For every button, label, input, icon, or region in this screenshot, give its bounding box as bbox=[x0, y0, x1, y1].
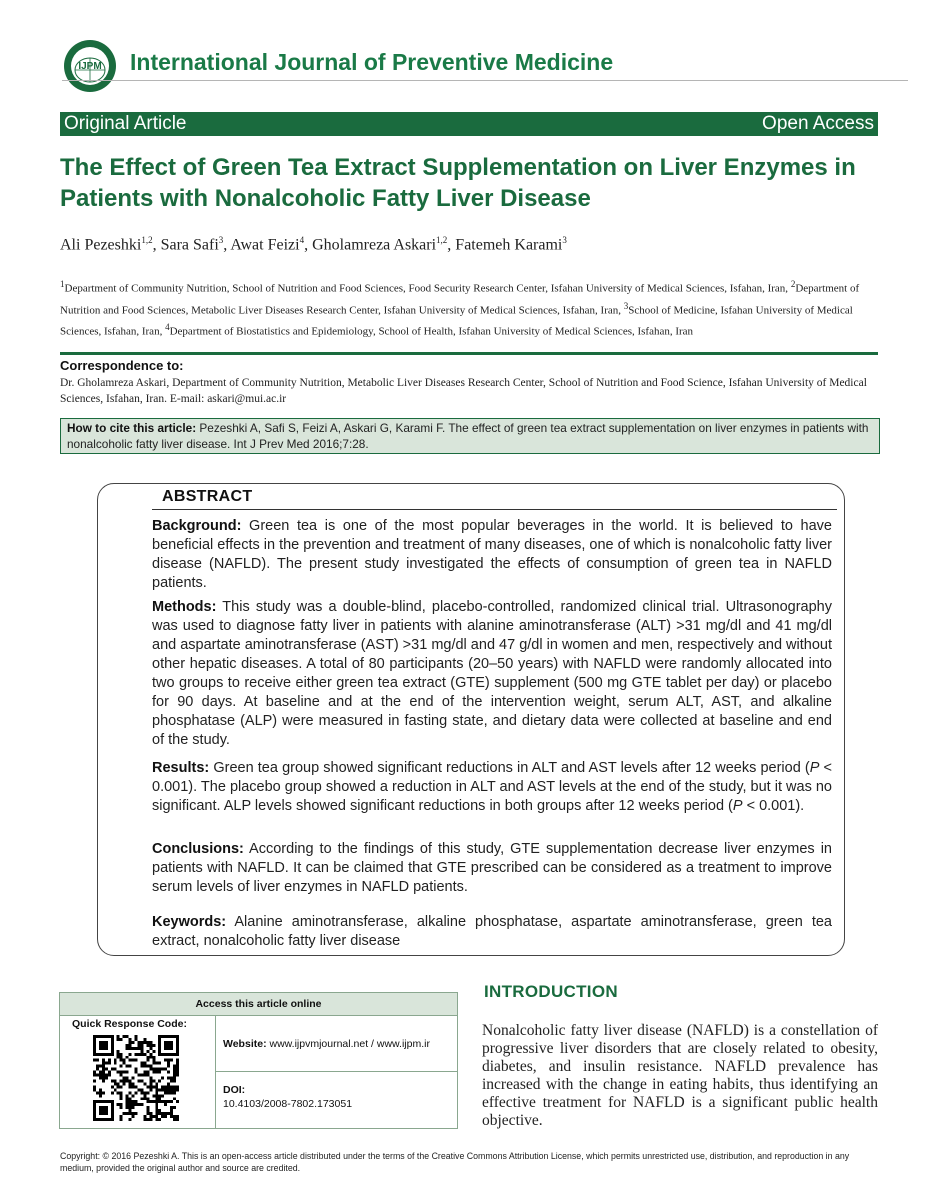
results-text: < 0.001). The placebo group showed a reduction in ALT and AST levels at the end of the study, but it was no significant. ALP levels showed significant reductions in both groups after 12 weeks period ( bbox=[152, 760, 832, 814]
journal-logo bbox=[62, 38, 118, 94]
results-text: < 0.001). bbox=[742, 798, 805, 814]
p-value-symbol: P bbox=[732, 798, 743, 814]
affiliations bbox=[60, 276, 875, 341]
author-name: Awat Feizi bbox=[230, 236, 300, 254]
qr-code-icon[interactable] bbox=[93, 1035, 179, 1121]
conclusions-label: Conclusions: bbox=[152, 841, 244, 857]
abstract-keywords bbox=[152, 913, 832, 951]
conclusions-text: According to the findings of this study, GTE supplementation decrease liver enzymes in patients with NAFLD. It can be claimed that GTE prescribed can be considered as a treatment to improve serum levels of liver enzymes in NAFLD patients. bbox=[152, 841, 832, 895]
keywords-label: Keywords: bbox=[152, 914, 227, 930]
author-affiliation-marker: 1,2 bbox=[436, 235, 448, 245]
author-name: Ali Pezeshki bbox=[60, 236, 142, 254]
affiliation-number: 4 bbox=[165, 322, 170, 333]
author-affiliation-marker: 3 bbox=[218, 235, 224, 245]
author-affiliation-marker: 3 bbox=[562, 235, 567, 245]
access-divider bbox=[215, 1071, 457, 1072]
citation-label: How to cite this article: bbox=[67, 421, 197, 435]
abstract-methods bbox=[152, 598, 832, 750]
access-article-box bbox=[59, 992, 458, 1129]
author-affiliation-marker: 4 bbox=[299, 235, 305, 245]
copyright-notice: Copyright: © 2016 Pezeshki A. This is an open-access article distributed under the terms of the Creative Commons Attribution License, which permits unrestricted use, distribution, and reproduction in any medium, provided the original author and source are credited. bbox=[60, 1151, 850, 1173]
introduction-text: Nonalcoholic fatty liver disease (NAFLD) is a constellation of progressive liver disorders that are closely related to obesity, diabetes, and insulin resistance. NAFLD prevalence has increased with the change in eating habits, thus identifying an effective treatment for NAFLD is a significant public health objective. bbox=[482, 1022, 878, 1129]
qr-code-label: Quick Response Code: bbox=[72, 1018, 187, 1030]
methods-label: Methods: bbox=[152, 599, 217, 615]
website-link[interactable]: www.ijpvmjournal.net / www.ijpm.ir bbox=[266, 1038, 430, 1050]
background-text: Green tea is one of the most popular beverages in the world. It is believed to have beneficial effects in the prevention and treatment of many diseases, one of which is nonalcoholic fatty liver disease (NAFLD). The present study investigated the effects of consumption of green tea in NAFLD patients. bbox=[152, 518, 833, 591]
doi-label: DOI: bbox=[223, 1084, 246, 1096]
header-divider bbox=[62, 80, 908, 81]
correspondence-text: Dr. Gholamreza Askari, Department of Community Nutrition, Metabolic Liver Diseases Research Center, School of Nutrition and Food Science, Isfahan University of Medical Sciences, Isfahan, Iran. E-mail: askari@mui.ac.ir bbox=[60, 377, 867, 405]
affiliation-text: School of Medicine, Isfahan University of Medical Sciences, Isfahan, Iran, bbox=[60, 304, 853, 338]
journal-name: International Journal of Preventive Medicine bbox=[130, 49, 614, 75]
website-line bbox=[223, 1038, 430, 1050]
methods-text: This study was a double-blind, placebo-controlled, randomized clinical trial. Ultrasonography was used to diagnose fatty liver in patients with alanine aminotransferase (ALT) >31 mg/dl and 41 mg/dl and aspartate aminotransferase (AST) >31 mg/dl and 47 g/dl in women and men, respectively and without other hepatic diseases. A total of 80 participants (20–50 years) with NAFLD were randomly allocated into two groups to receive either green tea extract (GTE) supplement (500 mg GTE tablet per day) or placebo for 90 days. At baseline and at the end of the intervention weight, serum ALT, AST, and alkaline phosphatase (ALP) were measured in fasting state, and dietary data were collected at baseline and end of the study. bbox=[152, 599, 832, 748]
abstract-heading: ABSTRACT bbox=[162, 488, 253, 505]
affiliation-text: Department of Biostatistics and Epidemiology, School of Health, Isfahan University of Medical Sciences, Isfahan, Iran bbox=[169, 325, 694, 338]
abstract-conclusions bbox=[152, 840, 832, 897]
doi-link[interactable]: 10.4103/2008-7802.173051 bbox=[223, 1098, 353, 1110]
affiliation-text: Department of Community Nutrition, School of Nutrition and Food Sciences, Food Security Research Center, Isfahan University of Medical Sciences, Isfahan, Iran, bbox=[64, 282, 791, 295]
article-title: The Effect of Green Tea Extract Supplementation on Liver Enzymes in Patients with Nonalcoholic Fatty Liver Disease bbox=[60, 154, 856, 212]
author-name: Gholamreza Askari bbox=[312, 236, 437, 254]
introduction-heading: INTRODUCTION bbox=[484, 982, 618, 1001]
access-heading: Access this article online bbox=[60, 993, 457, 1016]
background-label: Background: bbox=[152, 518, 242, 534]
article-type-label: Original Article bbox=[64, 113, 187, 134]
p-value-symbol: P bbox=[809, 760, 820, 776]
website-label: Website: bbox=[223, 1038, 267, 1050]
abstract-divider bbox=[152, 509, 837, 510]
keywords-text: Alanine aminotransferase, alkaline phosphatase, aspartate aminotransferase, green tea extract, nonalcoholic fatty liver disease bbox=[152, 914, 832, 949]
svg-text:IJPM: IJPM bbox=[78, 61, 102, 72]
author-name: Fatemeh Karami bbox=[455, 236, 563, 254]
abstract-background bbox=[152, 517, 832, 593]
article-type-bar bbox=[60, 112, 878, 136]
author-affiliation-marker: 1,2 bbox=[141, 235, 153, 245]
abstract-results bbox=[152, 759, 832, 816]
results-text: Green tea group showed significant reductions in ALT and AST levels after 12 weeks period ( bbox=[209, 760, 810, 776]
author-list: Ali Pezeshki$^{1,2}$, Sara Safi$^3$, Awat Feizi$^4$, Gholamreza Askari$^{1,2}$, Fatemeh Karami$^3$ bbox=[60, 235, 567, 254]
author-name: Sara Safi bbox=[160, 236, 219, 254]
affiliation-divider bbox=[60, 352, 878, 355]
affiliation-number: 1 bbox=[60, 279, 65, 289]
results-label: Results: bbox=[152, 760, 210, 776]
affiliation-text: Department of Nutrition and Food Sciences, Metabolic Liver Diseases Research Center, Isfahan University of Medical Sciences, Isfahan, Iran, bbox=[60, 282, 860, 317]
affiliation-number: 3 bbox=[623, 300, 629, 311]
correspondence-heading: Correspondence to: bbox=[60, 358, 184, 373]
citation-text: Pezeshki A, Safi S, Feizi A, Askari G, Karami F. The effect of green tea extract supplementation on liver enzymes in patients with nonalcoholic fatty liver disease. Int J Prev Med 2016;7:28. bbox=[67, 421, 869, 451]
citation-box bbox=[60, 418, 880, 454]
open-access-label: Open Access bbox=[762, 113, 874, 134]
affiliation-number: 2 bbox=[790, 279, 796, 289]
